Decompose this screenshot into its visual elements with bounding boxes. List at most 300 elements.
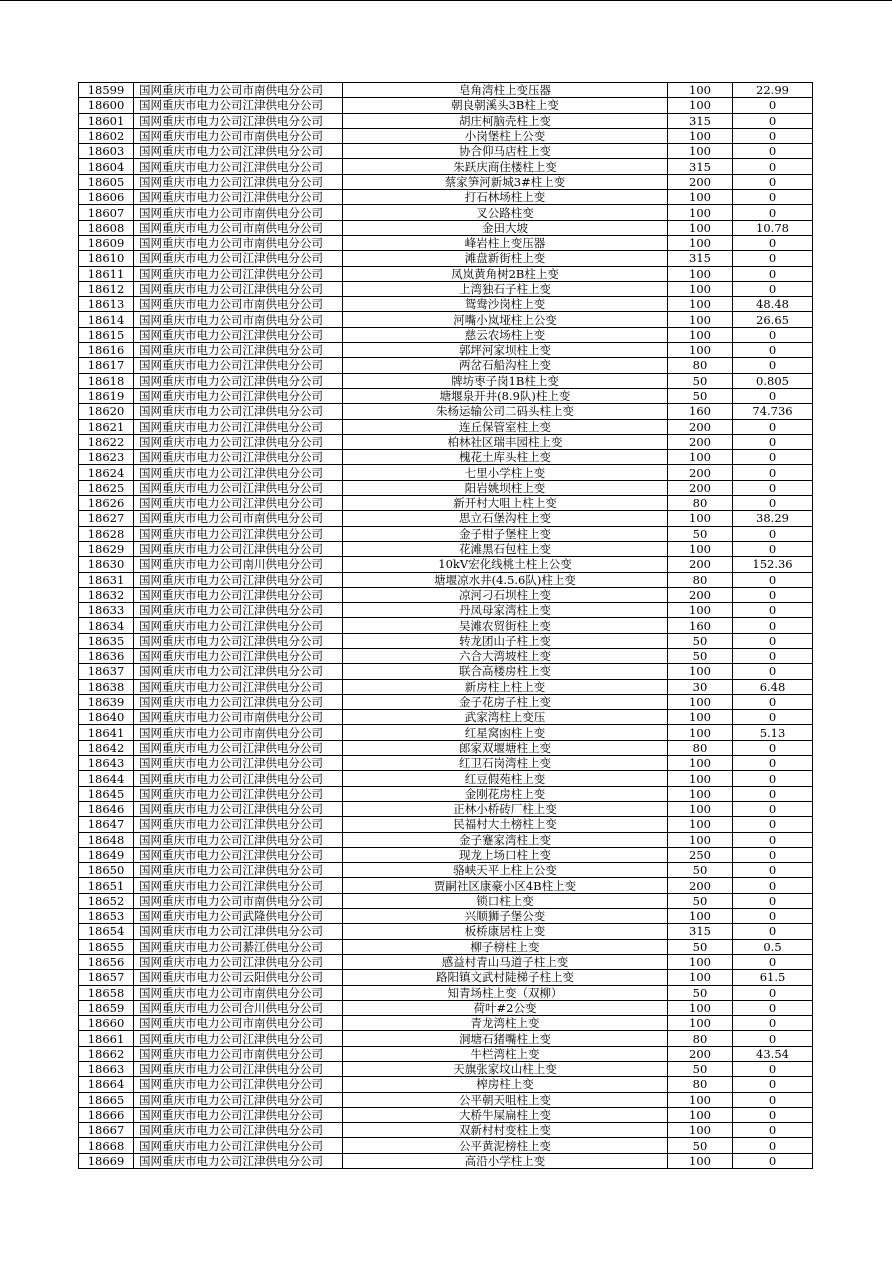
- cell-company: 国网重庆市电力公司市南供电分公司: [134, 236, 343, 251]
- cell-value: 0: [733, 1062, 813, 1077]
- cell-number: 18655: [79, 940, 134, 955]
- cell-number: 18628: [79, 527, 134, 542]
- cell-company: 国网重庆市电力公司市南供电分公司: [134, 221, 343, 236]
- cell-value: 0: [733, 833, 813, 848]
- cell-station-name: 金田大坡: [343, 221, 668, 236]
- cell-station-name: 上湾独石子柱上变: [343, 282, 668, 297]
- cell-capacity: 100: [668, 221, 733, 236]
- cell-value: 0: [733, 924, 813, 939]
- cell-number: 18645: [79, 787, 134, 802]
- cell-company: 国网重庆市电力公司江津供电分公司: [134, 98, 343, 113]
- cell-company: 国网重庆市电力公司江津供电分公司: [134, 267, 343, 282]
- cell-station-name: 红豆假苑柱上变: [343, 771, 668, 786]
- cell-number: 18621: [79, 420, 134, 435]
- cell-company: 国网重庆市电力公司江津供电分公司: [134, 159, 343, 174]
- cell-station-name: 柳子榜柱上变: [343, 940, 668, 955]
- cell-value: 0: [733, 420, 813, 435]
- cell-number: 18663: [79, 1062, 134, 1077]
- cell-company: 国网重庆市电力公司江津供电分公司: [134, 1031, 343, 1046]
- cell-capacity: 100: [668, 909, 733, 924]
- cell-company: 国网重庆市电力公司綦江供电分公司: [134, 940, 343, 955]
- cell-capacity: 200: [668, 588, 733, 603]
- cell-capacity: 100: [668, 450, 733, 465]
- cell-company: 国网重庆市电力公司江津供电分公司: [134, 144, 343, 159]
- cell-company: 国网重庆市电力公司江津供电分公司: [134, 863, 343, 878]
- cell-value: 0: [733, 1077, 813, 1092]
- cell-company: 国网重庆市电力公司江津供电分公司: [134, 450, 343, 465]
- cell-company: 国网重庆市电力公司江津供电分公司: [134, 756, 343, 771]
- data-table: [78, 82, 813, 1169]
- cell-company: 国网重庆市电力公司市南供电分公司: [134, 725, 343, 740]
- cell-company: 国网重庆市电力公司江津供电分公司: [134, 175, 343, 190]
- cell-number: 18640: [79, 710, 134, 725]
- cell-number: 18602: [79, 129, 134, 144]
- cell-station-name: 皂角湾柱上变压器: [343, 83, 668, 98]
- cell-company: 国网重庆市电力公司江津供电分公司: [134, 190, 343, 205]
- cell-number: 18612: [79, 282, 134, 297]
- cell-company: 国网重庆市电力公司江津供电分公司: [134, 771, 343, 786]
- cell-number: 18619: [79, 389, 134, 404]
- cell-value: 22.99: [733, 83, 813, 98]
- cell-value: 0: [733, 649, 813, 664]
- cell-value: 0: [733, 573, 813, 588]
- cell-station-name: 10kV宏化线桃土柱上公变: [343, 557, 668, 572]
- cell-company: 国网重庆市电力公司江津供电分公司: [134, 787, 343, 802]
- cell-company: 国网重庆市电力公司江津供电分公司: [134, 695, 343, 710]
- cell-station-name: 公平朝天咀柱上变: [343, 1093, 668, 1108]
- cell-company: 国网重庆市电力公司江津供电分公司: [134, 1093, 343, 1108]
- cell-number: 18646: [79, 802, 134, 817]
- cell-capacity: 80: [668, 358, 733, 373]
- cell-capacity: 200: [668, 481, 733, 496]
- cell-company: 国网重庆市电力公司市南供电分公司: [134, 205, 343, 220]
- cell-capacity: 50: [668, 374, 733, 389]
- cell-value: 0: [733, 878, 813, 893]
- cell-capacity: 30: [668, 680, 733, 695]
- cell-number: 18654: [79, 924, 134, 939]
- cell-value: 0: [733, 144, 813, 159]
- cell-company: 国网重庆市电力公司江津供电分公司: [134, 924, 343, 939]
- cell-number: 18616: [79, 343, 134, 358]
- cell-capacity: 100: [668, 787, 733, 802]
- cell-station-name: 新房柱上柱上变: [343, 680, 668, 695]
- cell-number: 18637: [79, 664, 134, 679]
- cell-company: 国网重庆市电力公司江津供电分公司: [134, 496, 343, 511]
- cell-station-name: 红星窝凼柱上变: [343, 725, 668, 740]
- cell-station-name: 牌坊枣子岗1B柱上变: [343, 374, 668, 389]
- cell-station-name: 峰岩柱上变压器: [343, 236, 668, 251]
- cell-value: 0: [733, 817, 813, 832]
- cell-company: 国网重庆市电力公司市南供电分公司: [134, 1016, 343, 1031]
- cell-company: 国网重庆市电力公司市南供电分公司: [134, 129, 343, 144]
- cell-station-name: 花滩黑石包柱上变: [343, 542, 668, 557]
- cell-number: 18656: [79, 955, 134, 970]
- cell-company: 国网重庆市电力公司江津供电分公司: [134, 481, 343, 496]
- cell-station-name: 蔡家笋河新城3#柱上变: [343, 175, 668, 190]
- cell-value: 48.48: [733, 297, 813, 312]
- cell-company: 国网重庆市电力公司江津供电分公司: [134, 1062, 343, 1077]
- cell-company: 国网重庆市电力公司南川供电分公司: [134, 557, 343, 572]
- cell-value: 152.36: [733, 557, 813, 572]
- cell-capacity: 100: [668, 955, 733, 970]
- cell-capacity: 315: [668, 114, 733, 129]
- cell-number: 18608: [79, 221, 134, 236]
- cell-station-name: 朱跃庆商住楼柱上变: [343, 159, 668, 174]
- cell-number: 18638: [79, 680, 134, 695]
- cell-value: 0: [733, 129, 813, 144]
- cell-capacity: 50: [668, 1138, 733, 1153]
- cell-number: 18633: [79, 603, 134, 618]
- cell-value: 0: [733, 343, 813, 358]
- cell-station-name: 感益村青山马道子柱上变: [343, 955, 668, 970]
- cell-capacity: 100: [668, 802, 733, 817]
- cell-station-name: 协合仰马店柱上变: [343, 144, 668, 159]
- cell-company: 国网重庆市电力公司市南供电分公司: [134, 1047, 343, 1062]
- cell-capacity: 100: [668, 205, 733, 220]
- cell-station-name: 武家湾柱上变压: [343, 710, 668, 725]
- cell-station-name: 榨房柱上变: [343, 1077, 668, 1092]
- cell-station-name: 六合大湾坡柱上变: [343, 649, 668, 664]
- cell-number: 18658: [79, 986, 134, 1001]
- cell-capacity: 50: [668, 649, 733, 664]
- cell-capacity: 160: [668, 404, 733, 419]
- cell-company: 国网重庆市电力公司江津供电分公司: [134, 404, 343, 419]
- cell-company: 国网重庆市电力公司江津供电分公司: [134, 649, 343, 664]
- cell-station-name: 荷叶#2公变: [343, 1001, 668, 1016]
- cell-number: 18618: [79, 374, 134, 389]
- cell-station-name: 慈云农场柱上变: [343, 328, 668, 343]
- cell-station-name: 槐花土库头柱上变: [343, 450, 668, 465]
- cell-station-name: 河嘴小岚垭柱上公变: [343, 312, 668, 327]
- cell-station-name: 思立石堡沟柱上变: [343, 511, 668, 526]
- cell-number: 18652: [79, 894, 134, 909]
- cell-number: 18624: [79, 465, 134, 480]
- cell-value: 0: [733, 1108, 813, 1123]
- cell-capacity: 100: [668, 282, 733, 297]
- cell-company: 国网重庆市电力公司江津供电分公司: [134, 1154, 343, 1169]
- cell-station-name: 锁口柱上变: [343, 894, 668, 909]
- cell-number: 18664: [79, 1077, 134, 1092]
- cell-station-name: 路阳镇文武村陡梯子柱上变: [343, 970, 668, 985]
- cell-capacity: 315: [668, 159, 733, 174]
- cell-capacity: 100: [668, 297, 733, 312]
- cell-number: 18606: [79, 190, 134, 205]
- cell-capacity: 100: [668, 725, 733, 740]
- cell-capacity: 100: [668, 129, 733, 144]
- cell-company: 国网重庆市电力公司江津供电分公司: [134, 114, 343, 129]
- cell-station-name: 联合高楼房柱上变: [343, 664, 668, 679]
- cell-value: 6.48: [733, 680, 813, 695]
- cell-station-name: 知青场柱上变（双柳）: [343, 986, 668, 1001]
- cell-value: 0: [733, 894, 813, 909]
- cell-number: 18627: [79, 511, 134, 526]
- cell-number: 18601: [79, 114, 134, 129]
- cell-value: 0: [733, 771, 813, 786]
- cell-capacity: 315: [668, 924, 733, 939]
- cell-station-name: 高沿小学柱上变: [343, 1154, 668, 1169]
- cell-number: 18632: [79, 588, 134, 603]
- cell-station-name: 民福村大土榜柱上变: [343, 817, 668, 832]
- cell-company: 国网重庆市电力公司江津供电分公司: [134, 542, 343, 557]
- cell-station-name: 金子花房子柱上变: [343, 695, 668, 710]
- cell-value: 0: [733, 695, 813, 710]
- cell-company: 国网重庆市电力公司江津供电分公司: [134, 664, 343, 679]
- cell-capacity: 50: [668, 389, 733, 404]
- cell-capacity: 80: [668, 741, 733, 756]
- cell-number: 18634: [79, 618, 134, 633]
- cell-number: 18639: [79, 695, 134, 710]
- cell-value: 0: [733, 863, 813, 878]
- cell-company: 国网重庆市电力公司江津供电分公司: [134, 634, 343, 649]
- cell-station-name: 双新村村变柱上变: [343, 1123, 668, 1138]
- cell-number: 18604: [79, 159, 134, 174]
- cell-station-name: 阳岩姚坝柱上变: [343, 481, 668, 496]
- cell-company: 国网重庆市电力公司江津供电分公司: [134, 282, 343, 297]
- cell-value: 0: [733, 1016, 813, 1031]
- cell-company: 国网重庆市电力公司市南供电分公司: [134, 894, 343, 909]
- cell-value: 0: [733, 358, 813, 373]
- cell-station-name: 朝良朝溪头3B柱上变: [343, 98, 668, 113]
- cell-station-name: 凉河刁石坝柱上变: [343, 588, 668, 603]
- cell-capacity: 50: [668, 940, 733, 955]
- cell-value: 0: [733, 756, 813, 771]
- cell-value: 0: [733, 389, 813, 404]
- cell-value: 0: [733, 236, 813, 251]
- cell-capacity: 100: [668, 144, 733, 159]
- cell-number: 18650: [79, 863, 134, 878]
- cell-capacity: 100: [668, 511, 733, 526]
- cell-number: 18623: [79, 450, 134, 465]
- cell-number: 18614: [79, 312, 134, 327]
- cell-value: 0: [733, 603, 813, 618]
- cell-capacity: 100: [668, 542, 733, 557]
- cell-number: 18629: [79, 542, 134, 557]
- cell-value: 43.54: [733, 1047, 813, 1062]
- cell-station-name: 转龙团山子柱上变: [343, 634, 668, 649]
- cell-station-name: 塘堰泉开井(8.9队)柱上变: [343, 389, 668, 404]
- cell-station-name: 贾嗣社区康豪小区4B柱上变: [343, 878, 668, 893]
- cell-number: 18600: [79, 98, 134, 113]
- cell-value: 0: [733, 787, 813, 802]
- cell-value: 38.29: [733, 511, 813, 526]
- cell-capacity: 100: [668, 756, 733, 771]
- cell-company: 国网重庆市电力公司云阳供电分公司: [134, 970, 343, 985]
- cell-capacity: 200: [668, 420, 733, 435]
- cell-company: 国网重庆市电力公司武隆供电分公司: [134, 909, 343, 924]
- cell-value: 5.13: [733, 725, 813, 740]
- cell-value: 0: [733, 542, 813, 557]
- cell-capacity: 50: [668, 527, 733, 542]
- cell-station-name: 叉公路柱变: [343, 205, 668, 220]
- cell-capacity: 80: [668, 1077, 733, 1092]
- cell-company: 国网重庆市电力公司江津供电分公司: [134, 435, 343, 450]
- cell-value: 0: [733, 175, 813, 190]
- cell-number: 18605: [79, 175, 134, 190]
- cell-number: 18641: [79, 725, 134, 740]
- cell-value: 0: [733, 1001, 813, 1016]
- cell-number: 18607: [79, 205, 134, 220]
- cell-capacity: 100: [668, 1093, 733, 1108]
- cell-value: 0: [733, 527, 813, 542]
- cell-value: 0: [733, 848, 813, 863]
- cell-number: 18653: [79, 909, 134, 924]
- cell-value: 0: [733, 618, 813, 633]
- cell-company: 国网重庆市电力公司江津供电分公司: [134, 588, 343, 603]
- cell-capacity: 50: [668, 986, 733, 1001]
- cell-value: 0: [733, 98, 813, 113]
- cell-capacity: 100: [668, 236, 733, 251]
- cell-number: 18643: [79, 756, 134, 771]
- cell-number: 18630: [79, 557, 134, 572]
- cell-station-name: 郭坪河家坝柱上变: [343, 343, 668, 358]
- cell-station-name: 丹凤母家湾柱上变: [343, 603, 668, 618]
- cell-company: 国网重庆市电力公司江津供电分公司: [134, 1077, 343, 1092]
- cell-station-name: 正林小桥砖厂柱上变: [343, 802, 668, 817]
- cell-capacity: 80: [668, 496, 733, 511]
- cell-capacity: 100: [668, 312, 733, 327]
- cell-capacity: 100: [668, 267, 733, 282]
- cell-value: 26.65: [733, 312, 813, 327]
- cell-capacity: 100: [668, 695, 733, 710]
- cell-station-name: 塘堰凉水井(4.5.6队)柱上变: [343, 573, 668, 588]
- cell-station-name: 天旗张家坟山柱上变: [343, 1062, 668, 1077]
- cell-station-name: 现龙上场口柱上变: [343, 848, 668, 863]
- cell-value: 0: [733, 588, 813, 603]
- cell-station-name: 牛栏湾柱上变: [343, 1047, 668, 1062]
- cell-capacity: 100: [668, 817, 733, 832]
- cell-number: 18667: [79, 1123, 134, 1138]
- cell-station-name: 滩盘新街柱上变: [343, 251, 668, 266]
- cell-number: 18662: [79, 1047, 134, 1062]
- cell-company: 国网重庆市电力公司江津供电分公司: [134, 817, 343, 832]
- cell-value: 10.78: [733, 221, 813, 236]
- cell-value: 74.736: [733, 404, 813, 419]
- cell-number: 18642: [79, 741, 134, 756]
- cell-capacity: 100: [668, 1154, 733, 1169]
- cell-capacity: 315: [668, 251, 733, 266]
- cell-company: 国网重庆市电力公司江津供电分公司: [134, 848, 343, 863]
- cell-number: 18626: [79, 496, 134, 511]
- cell-number: 18615: [79, 328, 134, 343]
- cell-company: 国网重庆市电力公司江津供电分公司: [134, 420, 343, 435]
- cell-station-name: 胡庄柯脑壳柱上变: [343, 114, 668, 129]
- cell-value: 0: [733, 1093, 813, 1108]
- cell-station-name: 两岔石船沟柱上变: [343, 358, 668, 373]
- cell-station-name: 骆峡天平上柱上公变: [343, 863, 668, 878]
- cell-capacity: 100: [668, 664, 733, 679]
- cell-station-name: 凤岚黄角树2B柱上变: [343, 267, 668, 282]
- cell-value: 0: [733, 1138, 813, 1153]
- cell-number: 18669: [79, 1154, 134, 1169]
- cell-number: 18631: [79, 573, 134, 588]
- cell-number: 18657: [79, 970, 134, 985]
- cell-number: 18610: [79, 251, 134, 266]
- cell-number: 18599: [79, 83, 134, 98]
- cell-number: 18659: [79, 1001, 134, 1016]
- cell-value: 0: [733, 802, 813, 817]
- cell-capacity: 200: [668, 435, 733, 450]
- cell-company: 国网重庆市电力公司江津供电分公司: [134, 358, 343, 373]
- cell-station-name: 板桥康居柱上变: [343, 924, 668, 939]
- cell-number: 18649: [79, 848, 134, 863]
- cell-number: 18635: [79, 634, 134, 649]
- cell-value: 0: [733, 435, 813, 450]
- cell-station-name: 金子蹇家湾柱上变: [343, 833, 668, 848]
- cell-station-name: 打石林场柱上变: [343, 190, 668, 205]
- cell-capacity: 100: [668, 1108, 733, 1123]
- cell-company: 国网重庆市电力公司江津供电分公司: [134, 374, 343, 389]
- cell-value: 0: [733, 481, 813, 496]
- cell-capacity: 250: [668, 848, 733, 863]
- cell-company: 国网重庆市电力公司江津供电分公司: [134, 1108, 343, 1123]
- cell-capacity: 100: [668, 98, 733, 113]
- cell-station-name: 朱杨运输公司二码头柱上变: [343, 404, 668, 419]
- cell-value: 0: [733, 190, 813, 205]
- cell-company: 国网重庆市电力公司江津供电分公司: [134, 603, 343, 618]
- cell-number: 18651: [79, 878, 134, 893]
- cell-number: 18636: [79, 649, 134, 664]
- cell-value: 0: [733, 1031, 813, 1046]
- cell-company: 国网重庆市电力公司江津供电分公司: [134, 328, 343, 343]
- cell-value: 0: [733, 159, 813, 174]
- cell-capacity: 80: [668, 573, 733, 588]
- cell-company: 国网重庆市电力公司江津供电分公司: [134, 955, 343, 970]
- cell-value: 0: [733, 205, 813, 220]
- cell-capacity: 200: [668, 1047, 733, 1062]
- cell-number: 18603: [79, 144, 134, 159]
- cell-number: 18620: [79, 404, 134, 419]
- cell-value: 0: [733, 1154, 813, 1169]
- cell-company: 国网重庆市电力公司江津供电分公司: [134, 465, 343, 480]
- cell-company: 国网重庆市电力公司江津供电分公司: [134, 741, 343, 756]
- cell-capacity: 100: [668, 1016, 733, 1031]
- cell-number: 18644: [79, 771, 134, 786]
- cell-capacity: 50: [668, 634, 733, 649]
- cell-number: 18611: [79, 267, 134, 282]
- cell-station-name: 柏林社区瑞丰园柱上变: [343, 435, 668, 450]
- cell-value: 0.5: [733, 940, 813, 955]
- cell-station-name: 大桥牛屎扁柱上变: [343, 1108, 668, 1123]
- cell-value: 0: [733, 114, 813, 129]
- cell-company: 国网重庆市电力公司市南供电分公司: [134, 83, 343, 98]
- cell-number: 18666: [79, 1108, 134, 1123]
- cell-number: 18661: [79, 1031, 134, 1046]
- cell-capacity: 100: [668, 970, 733, 985]
- cell-number: 18613: [79, 297, 134, 312]
- cell-capacity: 100: [668, 83, 733, 98]
- cell-capacity: 100: [668, 190, 733, 205]
- cell-capacity: 50: [668, 894, 733, 909]
- cell-capacity: 100: [668, 328, 733, 343]
- cell-capacity: 100: [668, 771, 733, 786]
- cell-value: 0: [733, 450, 813, 465]
- cell-capacity: 100: [668, 1001, 733, 1016]
- top-rule-divider: [0, 0, 892, 1]
- cell-station-name: 郎家双堰塘柱上变: [343, 741, 668, 756]
- cell-capacity: 200: [668, 465, 733, 480]
- cell-capacity: 80: [668, 1031, 733, 1046]
- cell-number: 18648: [79, 833, 134, 848]
- cell-company: 国网重庆市电力公司市南供电分公司: [134, 312, 343, 327]
- cell-company: 国网重庆市电力公司江津供电分公司: [134, 527, 343, 542]
- cell-company: 国网重庆市电力公司江津供电分公司: [134, 878, 343, 893]
- cell-value: 0: [733, 710, 813, 725]
- cell-capacity: 100: [668, 1123, 733, 1138]
- cell-station-name: 兴顺狮子堡公变: [343, 909, 668, 924]
- cell-station-name: 吴滩农贸街柱上变: [343, 618, 668, 633]
- cell-number: 18665: [79, 1093, 134, 1108]
- cell-capacity: 100: [668, 343, 733, 358]
